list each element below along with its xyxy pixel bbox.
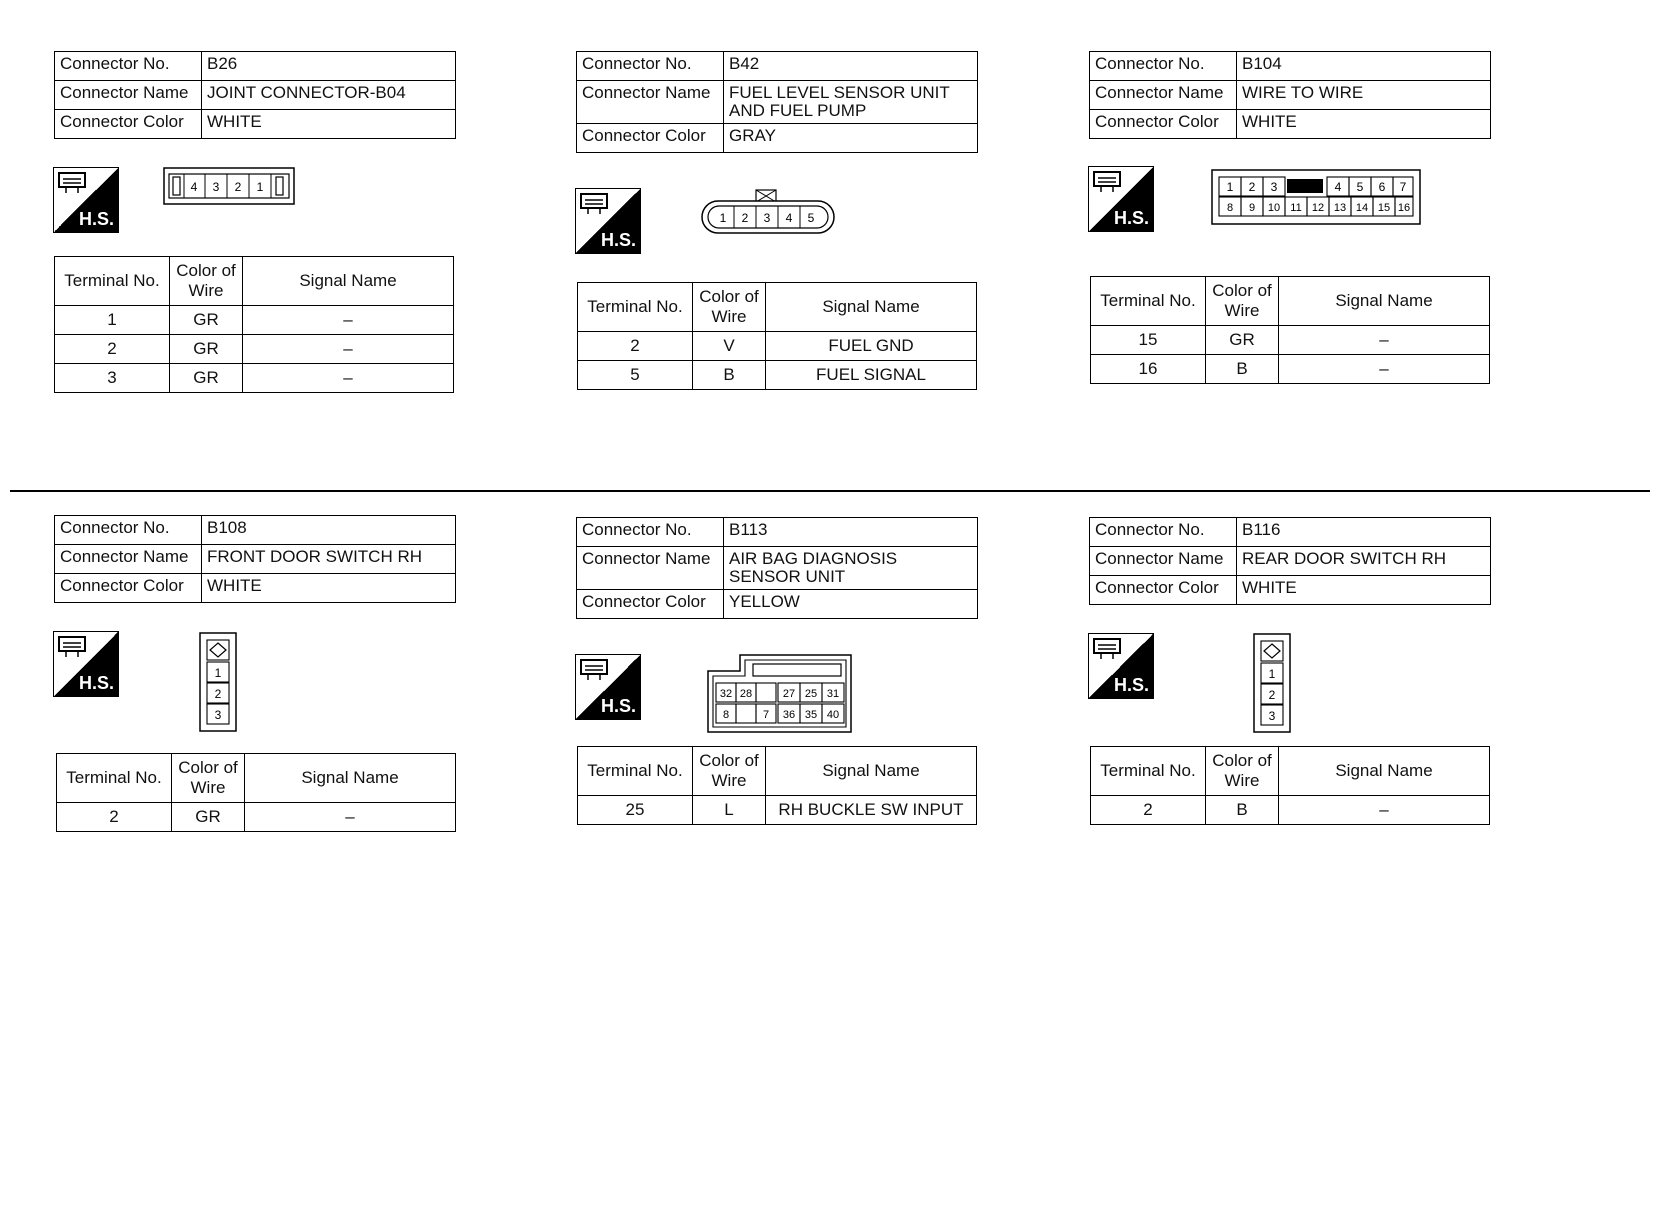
col-color-of-wire: Color of Wire bbox=[1206, 277, 1279, 326]
label-connector-color: Connector Color bbox=[1090, 110, 1237, 139]
pin-label: 9 bbox=[1248, 202, 1256, 214]
connector-color: WHITE bbox=[1237, 576, 1491, 605]
pin-label: 3 bbox=[214, 708, 222, 722]
connector-info-table bbox=[1089, 51, 1491, 139]
pin-label: 3 bbox=[1270, 180, 1278, 194]
connector-b116 bbox=[1089, 517, 1491, 605]
table-row: 2 GR – bbox=[55, 335, 454, 364]
connector-face-b108 bbox=[199, 632, 237, 732]
connector-color: WHITE bbox=[202, 110, 456, 139]
label-connector-color: Connector Color bbox=[1090, 576, 1237, 605]
pin-label: 7 bbox=[762, 709, 770, 721]
pin-label: 1 bbox=[256, 180, 264, 194]
pin-label: 3 bbox=[763, 211, 771, 225]
connector-b113 bbox=[576, 517, 978, 619]
label-connector-color: Connector Color bbox=[55, 110, 202, 139]
hs-harness-side-icon: H.S. bbox=[575, 654, 641, 720]
pin-label: 10 bbox=[1267, 202, 1281, 214]
hs-harness-side-icon: H.S. bbox=[575, 188, 641, 254]
connector-no: B108 bbox=[202, 516, 456, 545]
pin-label: 15 bbox=[1377, 202, 1391, 214]
pin-label: 2 bbox=[234, 180, 242, 194]
pin-label: 8 bbox=[722, 709, 730, 721]
pin-label: 4 bbox=[190, 180, 198, 194]
hs-harness-side-icon: H.S. bbox=[1088, 633, 1154, 699]
col-terminal-no: Terminal No. bbox=[578, 283, 693, 332]
pin-label: 31 bbox=[826, 688, 840, 700]
pin-label: 28 bbox=[739, 688, 753, 700]
connector-b26 bbox=[54, 51, 456, 139]
connector-face-b42 bbox=[700, 188, 836, 236]
table-row: 2 B – bbox=[1091, 796, 1490, 825]
pin-label: 2 bbox=[1248, 180, 1256, 194]
connector-name: WIRE TO WIRE bbox=[1237, 81, 1491, 110]
col-signal-name: Signal Name bbox=[1279, 277, 1490, 326]
col-signal-name: Signal Name bbox=[1279, 747, 1490, 796]
col-signal-name: Signal Name bbox=[766, 747, 977, 796]
pin-label: 1 bbox=[1268, 667, 1276, 681]
table-row: 25 L RH BUCKLE SW INPUT bbox=[578, 796, 977, 825]
terminal-table-b116 bbox=[1090, 746, 1490, 825]
terminal-table-b104 bbox=[1090, 276, 1490, 384]
pin-label: 4 bbox=[1334, 180, 1342, 194]
connector-no: B42 bbox=[724, 52, 978, 81]
label-connector-color: Connector Color bbox=[55, 574, 202, 603]
pin-label: 35 bbox=[804, 709, 818, 721]
connector-face-b113 bbox=[707, 654, 853, 734]
connector-no: B26 bbox=[202, 52, 456, 81]
pin-label: 12 bbox=[1311, 202, 1325, 214]
col-color-of-wire: Color of Wire bbox=[693, 283, 766, 332]
label-connector-name: Connector Name bbox=[1090, 547, 1237, 576]
pin-label: 13 bbox=[1333, 202, 1347, 214]
connector-name: FUEL LEVEL SENSOR UNIT AND FUEL PUMP bbox=[724, 81, 978, 124]
pin-label: 14 bbox=[1355, 202, 1369, 214]
table-row: 15 GR – bbox=[1091, 326, 1490, 355]
col-terminal-no: Terminal No. bbox=[57, 754, 172, 803]
connector-info-table bbox=[54, 51, 456, 139]
pin-label: 8 bbox=[1226, 202, 1234, 214]
col-color-of-wire: Color of Wire bbox=[693, 747, 766, 796]
connector-info-table bbox=[576, 517, 978, 619]
pin-label: 3 bbox=[212, 180, 220, 194]
pin-label: 32 bbox=[719, 688, 733, 700]
connector-name: FRONT DOOR SWITCH RH bbox=[202, 545, 456, 574]
label-connector-no: Connector No. bbox=[577, 518, 724, 547]
col-signal-name: Signal Name bbox=[766, 283, 977, 332]
pin-label: 3 bbox=[1268, 709, 1276, 723]
pin-label: 40 bbox=[826, 709, 840, 721]
table-row: 2 GR – bbox=[57, 803, 456, 832]
pin-label: 2 bbox=[1268, 688, 1276, 702]
connector-info-table bbox=[576, 51, 978, 153]
pin-label: 2 bbox=[741, 211, 749, 225]
connector-name: AIR BAG DIAGNOSIS SENSOR UNIT bbox=[724, 547, 978, 590]
table-row: 2 V FUEL GND bbox=[578, 332, 977, 361]
label-connector-name: Connector Name bbox=[577, 81, 724, 124]
connector-no: B113 bbox=[724, 518, 978, 547]
col-color-of-wire: Color of Wire bbox=[170, 257, 243, 306]
connector-b42 bbox=[576, 51, 978, 153]
table-row: 16 B – bbox=[1091, 355, 1490, 384]
connector-info-table bbox=[1089, 517, 1491, 605]
terminal-table-b26 bbox=[54, 256, 454, 393]
hs-harness-side-icon: H.S. bbox=[1088, 166, 1154, 232]
connector-color: YELLOW bbox=[724, 590, 978, 619]
col-terminal-no: Terminal No. bbox=[55, 257, 170, 306]
connector-face-b26 bbox=[163, 167, 295, 205]
label-connector-color: Connector Color bbox=[577, 590, 724, 619]
pin-label: 27 bbox=[782, 688, 796, 700]
connector-color: WHITE bbox=[202, 574, 456, 603]
pin-label: 2 bbox=[214, 687, 222, 701]
terminal-table-b108 bbox=[56, 753, 456, 832]
pin-label: 6 bbox=[1378, 180, 1386, 194]
col-signal-name: Signal Name bbox=[245, 754, 456, 803]
pin-label: 1 bbox=[214, 666, 222, 680]
col-color-of-wire: Color of Wire bbox=[1206, 747, 1279, 796]
connector-info-table bbox=[54, 515, 456, 603]
col-terminal-no: Terminal No. bbox=[578, 747, 693, 796]
label-connector-no: Connector No. bbox=[577, 52, 724, 81]
table-row: 5 B FUEL SIGNAL bbox=[578, 361, 977, 390]
pin-label: 7 bbox=[1399, 180, 1407, 194]
label-connector-color: Connector Color bbox=[577, 124, 724, 153]
pin-label: 1 bbox=[1226, 180, 1234, 194]
col-color-of-wire: Color of Wire bbox=[172, 754, 245, 803]
label-connector-name: Connector Name bbox=[55, 81, 202, 110]
connector-color: GRAY bbox=[724, 124, 978, 153]
pin-label: 11 bbox=[1290, 202, 1302, 214]
connector-color: WHITE bbox=[1237, 110, 1491, 139]
col-signal-name: Signal Name bbox=[243, 257, 454, 306]
pin-label: 5 bbox=[807, 211, 815, 225]
pin-label: 1 bbox=[719, 211, 727, 225]
label-connector-no: Connector No. bbox=[55, 52, 202, 81]
pin-label: 25 bbox=[804, 688, 818, 700]
label-connector-no: Connector No. bbox=[1090, 52, 1237, 81]
connector-b104 bbox=[1089, 51, 1491, 139]
hs-harness-side-icon: H.S. bbox=[53, 631, 119, 697]
label-connector-name: Connector Name bbox=[55, 545, 202, 574]
connector-no: B104 bbox=[1237, 52, 1491, 81]
table-row: 1 GR – bbox=[55, 306, 454, 335]
col-terminal-no: Terminal No. bbox=[1091, 277, 1206, 326]
pin-label: 36 bbox=[782, 709, 796, 721]
connector-face-b104 bbox=[1211, 169, 1421, 225]
terminal-table-b113 bbox=[577, 746, 977, 825]
label-connector-name: Connector Name bbox=[1090, 81, 1237, 110]
pin-label: 16 bbox=[1397, 202, 1411, 214]
label-connector-name: Connector Name bbox=[577, 547, 724, 590]
pin-label: 5 bbox=[1356, 180, 1364, 194]
col-terminal-no: Terminal No. bbox=[1091, 747, 1206, 796]
pin-label: 4 bbox=[785, 211, 793, 225]
section-divider bbox=[10, 490, 1650, 492]
label-connector-no: Connector No. bbox=[1090, 518, 1237, 547]
connector-no: B116 bbox=[1237, 518, 1491, 547]
table-row: 3 GR – bbox=[55, 364, 454, 393]
terminal-table-b42 bbox=[577, 282, 977, 390]
connector-name: JOINT CONNECTOR-B04 bbox=[202, 81, 456, 110]
connector-b108 bbox=[54, 515, 456, 603]
hs-harness-side-icon: H.S. bbox=[53, 167, 119, 233]
connector-face-b116 bbox=[1253, 633, 1291, 733]
label-connector-no: Connector No. bbox=[55, 516, 202, 545]
connector-name: REAR DOOR SWITCH RH bbox=[1237, 547, 1491, 576]
